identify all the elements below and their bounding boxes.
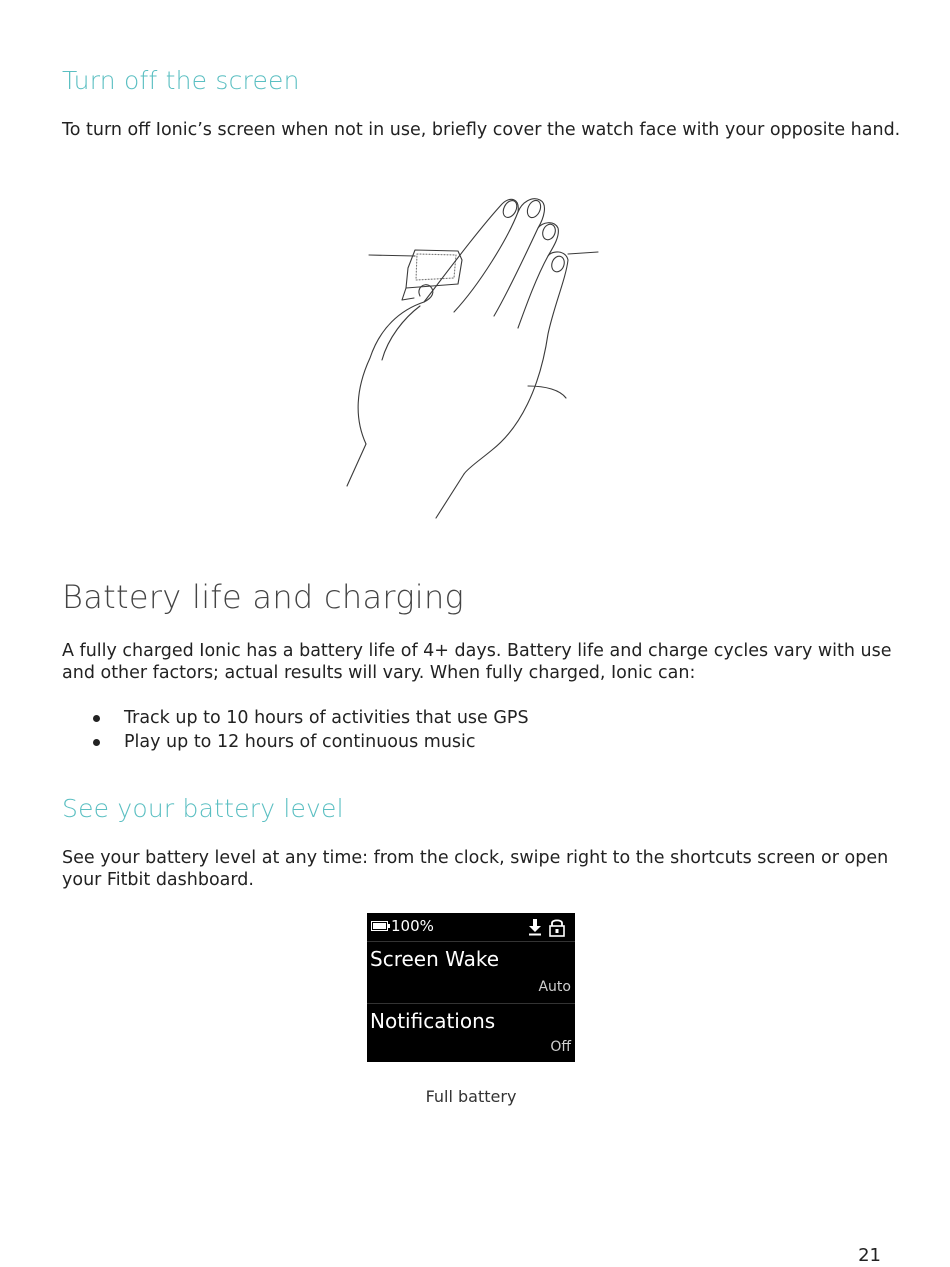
list-item: [62, 706, 529, 730]
battery-life-paragraph: A fully charged Ionic has a battery life of 4+ days. Battery life and charge cycles vary with use and other factors; actual results will vary. When fully charged, Ionic can:: [62, 641, 892, 683]
download-icon: [528, 918, 542, 936]
page-number: 21: [858, 1245, 881, 1266]
list-item: [62, 730, 529, 754]
battery-icon: [371, 921, 390, 931]
battery-level-paragraph: See your battery level at any time: from the clock, swipe right to the shortcuts screen or open your Fitbit dashboard.: [62, 848, 889, 890]
watch-status-bar: [367, 913, 575, 942]
hand-covering-watch-illustration: [320, 188, 630, 528]
setting-value: Auto: [538, 979, 571, 995]
section-heading-battery-life: Battery life and charging: [62, 578, 465, 616]
watch-screen-screenshot: [367, 913, 575, 1062]
divider: [367, 1003, 575, 1004]
setting-value: Off: [550, 1039, 571, 1055]
turn-off-screen-paragraph: To turn off Ionic’s screen when not in use, briefly cover the watch face with your opposite hand.: [62, 120, 901, 140]
setting-label: Screen Wake: [370, 947, 500, 971]
section-heading-turn-off-screen: Turn off the screen: [62, 66, 300, 95]
list-item-text: Play up to 12 hours of continuous music: [124, 732, 476, 752]
figure-caption: Full battery: [425, 1087, 517, 1106]
setting-label: Notifications: [370, 1009, 496, 1033]
setting-row-screen-wake: [367, 945, 575, 1005]
setting-row-notifications: [367, 1007, 575, 1062]
battery-capabilities-list: [62, 706, 529, 754]
lock-icon: [548, 917, 566, 937]
bullet-icon: [93, 739, 100, 746]
list-item-text: Track up to 10 hours of activities that use GPS: [124, 708, 529, 728]
battery-percent: 100%: [391, 917, 434, 935]
bullet-icon: [93, 715, 100, 722]
section-heading-battery-level: See your battery level: [62, 794, 344, 823]
